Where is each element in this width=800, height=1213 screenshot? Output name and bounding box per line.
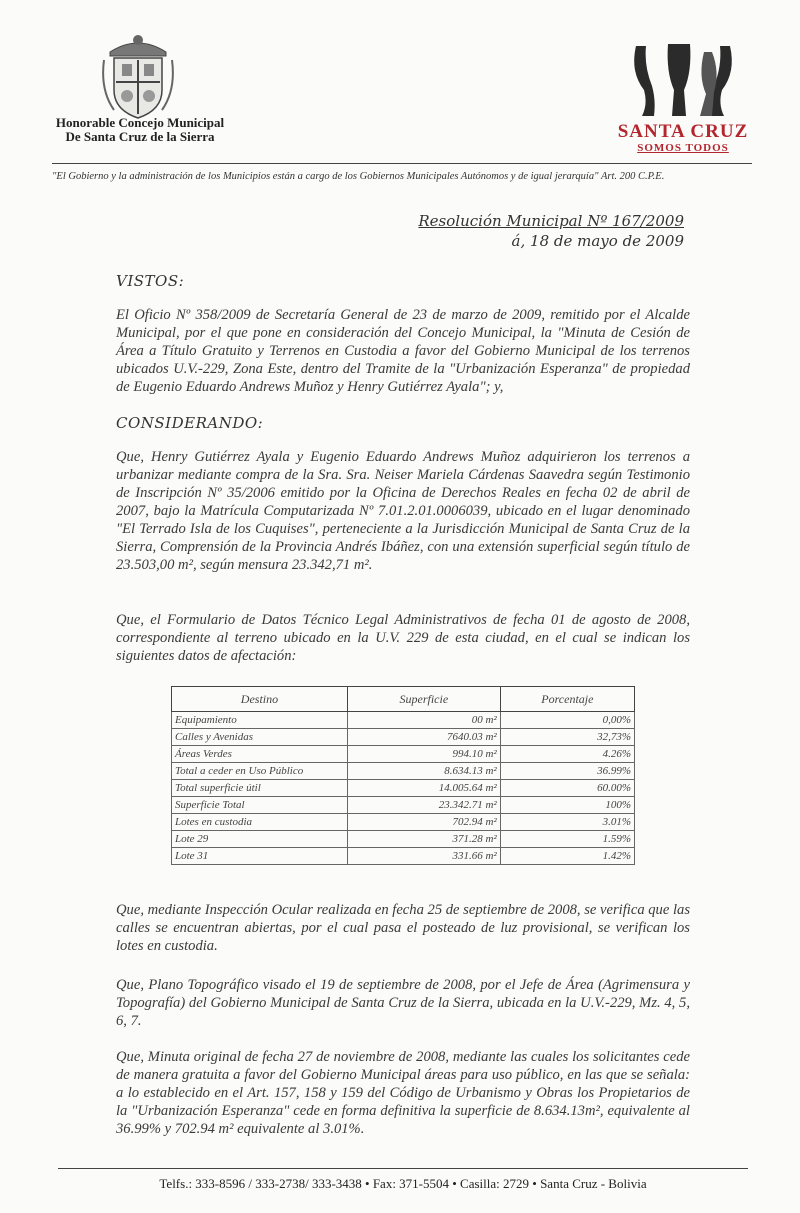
table-row: [172, 814, 635, 831]
raised-arms-icon: [608, 42, 758, 118]
footer-contact: Telfs.: 333-8596 / 333-2738/ 333-3438 • Fax: 371-5504 • Casilla: 2729 • Santa Cruz - Bolivia: [159, 1176, 647, 1191]
destino-cell: Áreas Verdes: [172, 746, 348, 763]
table-row: [172, 712, 635, 729]
destino-cell: Calles y Avenidas: [172, 729, 348, 746]
destino-cell: Lotes en custodia: [172, 814, 348, 831]
logo-tagline: SOMOS TODOS: [637, 142, 729, 154]
considerando-paragraph-5: Que, Minuta original de fecha 27 de noviembre de 2008, mediante las cuales los solicitantes cede de manera gratuita a favor del Gobierno Municipal áreas para uso público, en las que se señala: a lo establecido en el Art. 157, 158 y 159 del Código de Urbanismo y Obras los Propietarios de la "Urbanización Esperanza" cede en forma definitiva la superficie de 8.634.13m², equivalente al 36.99% y 702.94 m² equivalente al 3.01%.: [116, 1049, 690, 1137]
superficie-cell: 331.66 m²: [347, 848, 500, 865]
header-superficie: Superficie: [347, 687, 500, 712]
table-row: [172, 831, 635, 848]
superficie-cell: 371.28 m²: [347, 831, 500, 848]
destino-cell: Equipamiento: [172, 712, 348, 729]
porcentaje-cell: 4.26%: [500, 746, 634, 763]
superficie-cell: 702.94 m²: [347, 814, 500, 831]
considerando-paragraph-4: Que, Plano Topográfico visado el 19 de septiembre de 2008, por el Jefe de Área (Agrimensura y Topografía) del Gobierno Municipal de Santa Cruz de la Sierra, ubicada en la U.V.-229, Mz. 4, 5, 6, 7.: [116, 977, 690, 1029]
porcentaje-cell: 60.00%: [500, 780, 634, 797]
considerando-paragraph-3: Que, mediante Inspección Ocular realizada en fecha 25 de septiembre de 2008, se verifica que las calles se encuentran abiertas, por el cual pasa el posteado de luz provisional, se verifican los lotes en custodia.: [116, 902, 691, 954]
council-name: [30, 116, 250, 144]
resolution-date: á, 18 de mayo de 2009: [511, 232, 684, 250]
santa-cruz-logo: [608, 42, 758, 154]
afectacion-table: [171, 686, 635, 865]
destino-cell: Lote 29: [172, 831, 348, 848]
porcentaje-cell: 3.01%: [500, 814, 634, 831]
logo-title: SANTA CRUZ: [617, 121, 749, 142]
considerando-paragraph-1: Que, Henry Gutiérrez Ayala y Eugenio Eduardo Andrews Muñoz adquirieron los terrenos a urbanizar mediante compra de la Sra. Sra. Neiser Mariela Cárdenas Saavedra según Testimonio de Inscripción Nº 35/2006 emitido por la Oficina de Derechos Reales en fecha 02 de abril de 2007, bajo la Matrícula Computarizada Nº 7.01.2.01.0006039, ubicado en el lugar denominado "El Terrado Isla de los Cuquises", perteneciente a la Jurisdicción Municipal de Santa Cruz de la Sierra, Comprensión de la Provincia Andrés Ibáñez, con una extensión superficial según título de 23.503,00 m², según mensura 23.342,71 m².: [116, 449, 690, 573]
council-line-1: Honorable Concejo Municipal: [55, 115, 225, 130]
table-row: [172, 780, 635, 797]
table-row: [172, 848, 635, 865]
destino-cell: Lote 31: [172, 848, 348, 865]
superficie-cell: 00 m²: [347, 712, 500, 729]
considerando-heading: CONSIDERANDO:: [116, 414, 264, 432]
constitution-quote: "El Gobierno y la administración de los Municipios están a cargo de los Gobiernos Municipales Autónomos y de igual jerarquía" Art. 200 C.P.E.: [52, 163, 752, 182]
footer-divider: [58, 1168, 748, 1169]
table-header-row: [172, 687, 635, 712]
table-row: [172, 729, 635, 746]
porcentaje-cell: 1.42%: [500, 848, 634, 865]
destino-cell: Total superficie útil: [172, 780, 348, 797]
porcentaje-cell: 100%: [500, 797, 634, 814]
superficie-cell: 994.10 m²: [347, 746, 500, 763]
porcentaje-cell: 32,73%: [500, 729, 634, 746]
destino-cell: Superficie Total: [172, 797, 348, 814]
porcentaje-cell: 1.59%: [500, 831, 634, 848]
porcentaje-cell: 36.99%: [500, 763, 634, 780]
resolution-title: Resolución Municipal Nº 167/2009: [418, 212, 684, 230]
vistos-heading: VISTOS:: [116, 272, 185, 290]
superficie-cell: 14.005.64 m²: [347, 780, 500, 797]
council-line-2: De Santa Cruz de la Sierra: [65, 129, 215, 144]
considerando-paragraph-2: Que, el Formulario de Datos Técnico Legal Administrativos de fecha 01 de agosto de 2008, correspondiente al terreno ubicado en la U.V. 229 de esta ciudad, en el cual se indican los siguientes datos de afectación:: [116, 612, 690, 664]
superficie-cell: 7640.03 m²: [347, 729, 500, 746]
destino-cell: Total a ceder en Uso Público: [172, 763, 348, 780]
table-row: [172, 746, 635, 763]
superficie-cell: 23.342.71 m²: [347, 797, 500, 814]
header-porcentaje: Porcentaje: [500, 687, 634, 712]
vistos-text: El Oficio Nº 358/2009 de Secretaría General de 23 de marzo de 2009, remitido por el Alcalde Municipal, por el que pone en consideración del Concejo Municipal, la "Minuta de Cesión de Área a Título Gratuito y Terrenos en Custodia a favor del Gobierno Municipal de los terrenos ubicados U.V.-229, Zona Este, dentro del Tramite de la "Urbanización Esperanza" de propiedad de Eugenio Eduardo Andrews Muñoz y Henry Gutiérrez Ayala"; y,: [116, 307, 690, 395]
header-destino: Destino: [172, 687, 348, 712]
table-row: [172, 797, 635, 814]
superficie-cell: 8.634.13 m²: [347, 763, 500, 780]
municipal-crest-icon: [100, 30, 176, 120]
table-row: [172, 763, 635, 780]
porcentaje-cell: 0,00%: [500, 712, 634, 729]
